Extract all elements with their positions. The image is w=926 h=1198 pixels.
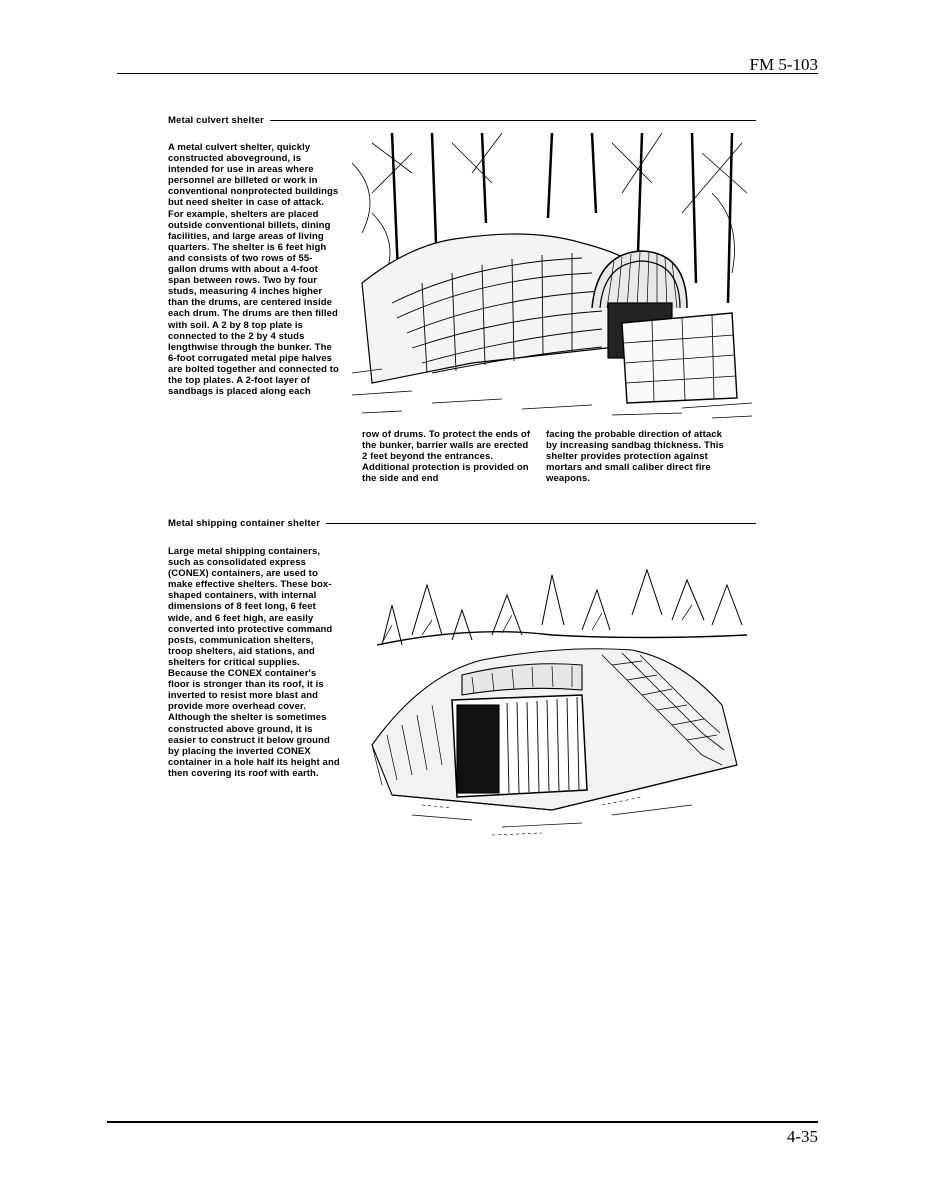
section-title: Metal culvert shelter <box>168 115 265 126</box>
footer-rule <box>107 1121 818 1123</box>
culvert-text-col2: row of drums. To protect the ends of the bunker, barrier walls are erected 2 feet beyond the entrances. Additional protection is provided on the side and end <box>362 429 531 485</box>
culvert-text-col3: facing the probable direction of attack by increasing sandbag thickness. This shelter provides protection against mortars and small caliber direct fire weapons. <box>546 429 724 485</box>
container-shelter-illustration <box>352 565 754 840</box>
section-title: Metal shipping container shelter <box>168 518 321 529</box>
heading-rule <box>326 523 756 524</box>
culvert-shelter-illustration <box>352 133 754 421</box>
container-text-col1: Large metal shipping containers, such as consolidated express (CONEX) containers, are used to make effective shelters. These box-shaped containers, with internal dimensions of 8 feet long, 6 feet wide, and 6 feet high, are easily converted into protective command posts, communication shelters, troop shelters, aid stations, and shelters for critical supplies. Because the CONEX container's floor is stronger than its roof, it is inverted to resist more blast and provide more overhead cover. Although the shelter is sometimes constructed above ground, it is easier to construct it below ground by placing the inverted CONEX container in a hole half its height and then covering its roof with earth. <box>168 546 340 779</box>
section-heading-culvert <box>168 115 756 126</box>
header-rule <box>117 73 818 74</box>
culvert-text-col1: A metal culvert shelter, quickly constructed aboveground, is intended for use in areas where personnel are billeted or work in conventional nonprotected buildings but need shelter in case of attack. For example, shelters are placed outside conventional billets, dining facilities, and large areas of living quarters. The shelter is 6 feet high and consists of two rows of 55-gallon drums with about a 4-foot span between rows. Two by four studs, measuring 4 inches higher than the drums, are centered inside each drum. The drums are then filled with soil. A 2 by 8 top plate is connected to the 2 by 4 studs lengthwise through the bunker. The 6-foot corrugated metal pipe halves are bolted together and connected to the top plates. A 2-foot layer of sandbags is placed along each <box>168 142 339 398</box>
heading-rule <box>270 120 756 121</box>
document-id: FM 5-103 <box>749 55 818 74</box>
section-heading-container <box>168 518 756 529</box>
page-number: 4-35 <box>786 1127 818 1146</box>
